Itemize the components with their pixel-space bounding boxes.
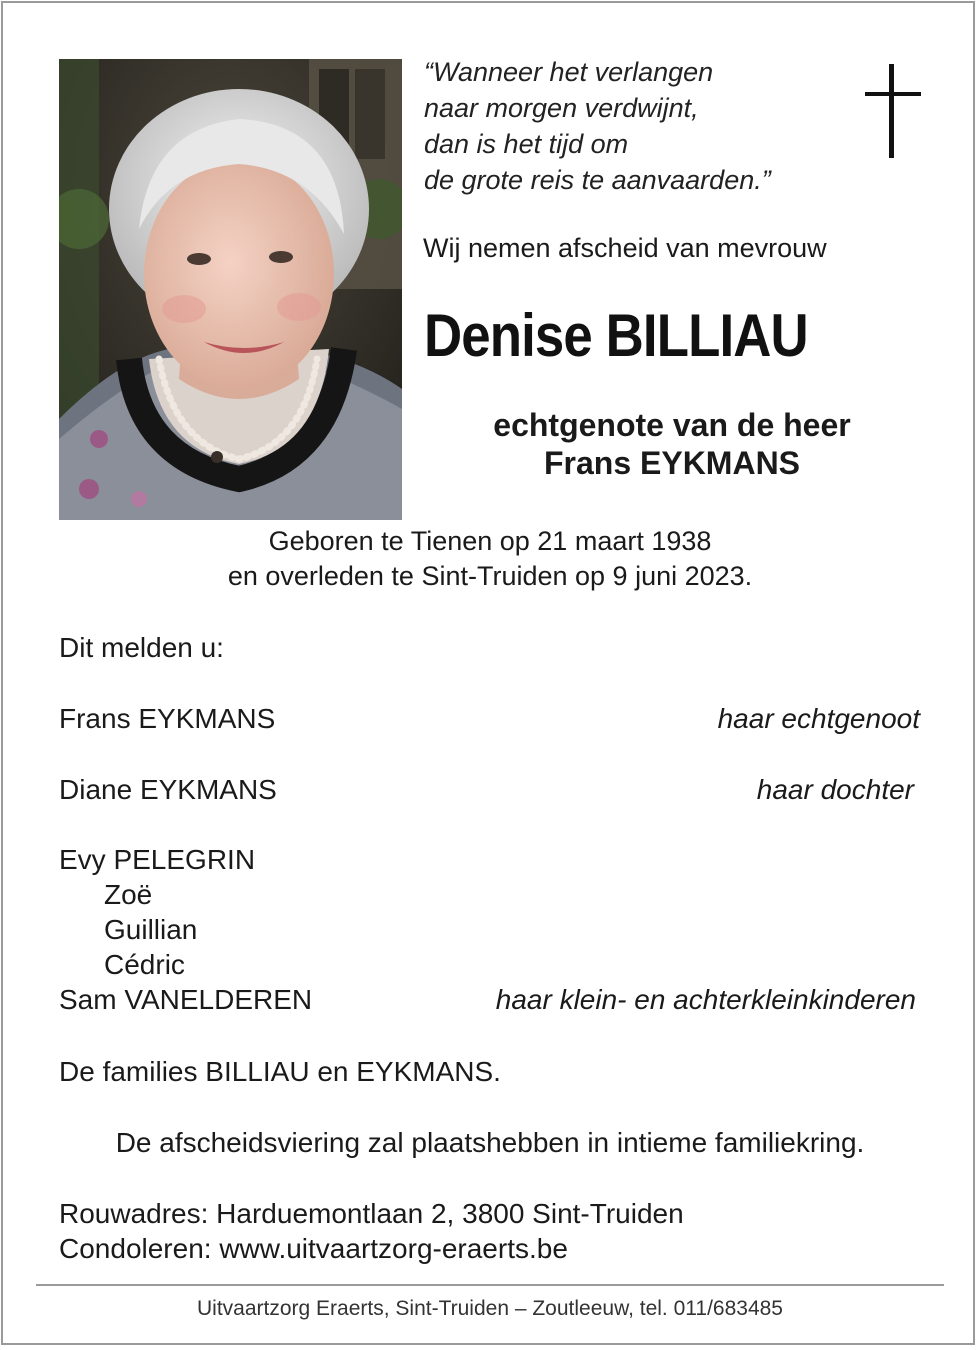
announcers-intro: Dit melden u: bbox=[59, 632, 224, 663]
grandchild-name: Evy PELEGRIN bbox=[59, 844, 256, 875]
great-grandchild-name: Zoë bbox=[104, 879, 153, 910]
mourning-address: Rouwadres: Harduemontlaan 2, 3800 Sint-Truiden bbox=[59, 1198, 684, 1229]
spouse-info bbox=[424, 406, 920, 482]
spouse-line-1: echtgenote van de heer bbox=[493, 407, 851, 443]
grandchild-name: Sam VANELDEREN bbox=[59, 984, 313, 1015]
cross-icon bbox=[865, 64, 921, 158]
husband-name: Frans EYKMANS bbox=[59, 703, 276, 734]
deceased-name: Denise BILLIAU bbox=[424, 302, 808, 369]
birth-line: Geboren te Tienen op 21 maart 1938 bbox=[268, 526, 712, 556]
great-grandchild-name: Cédric bbox=[104, 949, 185, 980]
daughter-name: Diane EYKMANS bbox=[59, 774, 277, 805]
quote bbox=[424, 54, 844, 198]
daughter-relation: haar dochter bbox=[756, 774, 914, 805]
quote-line: “Wanneer het verlangen bbox=[424, 57, 714, 87]
grandchildren-relation: haar klein- en achterkleinkinderen bbox=[495, 984, 916, 1015]
footer-divider bbox=[36, 1284, 944, 1286]
quote-line: naar morgen verdwijnt, bbox=[424, 93, 699, 123]
families-line: De families BILLIAU en EYKMANS. bbox=[59, 1056, 501, 1087]
husband-relation: haar echtgenoot bbox=[717, 703, 920, 734]
intro-text: Wij nemen afscheid van mevrouw bbox=[423, 233, 827, 263]
portrait-photo-graphic bbox=[59, 59, 402, 520]
death-line: en overleden te Sint-Truiden op 9 juni 2023. bbox=[227, 561, 753, 591]
quote-line: dan is het tijd om bbox=[424, 129, 629, 159]
quote-line: de grote reis te aanvaarden.” bbox=[424, 165, 771, 195]
portrait-photo bbox=[59, 59, 402, 520]
condolence-website: Condoleren: www.uitvaartzorg-eraerts.be bbox=[59, 1233, 568, 1264]
lifespan bbox=[0, 524, 980, 594]
ceremony-note: De afscheidsviering zal plaatshebben in intieme familiekring. bbox=[115, 1127, 865, 1158]
footer-undertaker: Uitvaartzorg Eraerts, Sint-Truiden – Zoutleeuw, tel. 011/683485 bbox=[197, 1297, 783, 1320]
great-grandchild-name: Guillian bbox=[104, 914, 198, 945]
spouse-line-2: Frans EYKMANS bbox=[543, 445, 801, 481]
